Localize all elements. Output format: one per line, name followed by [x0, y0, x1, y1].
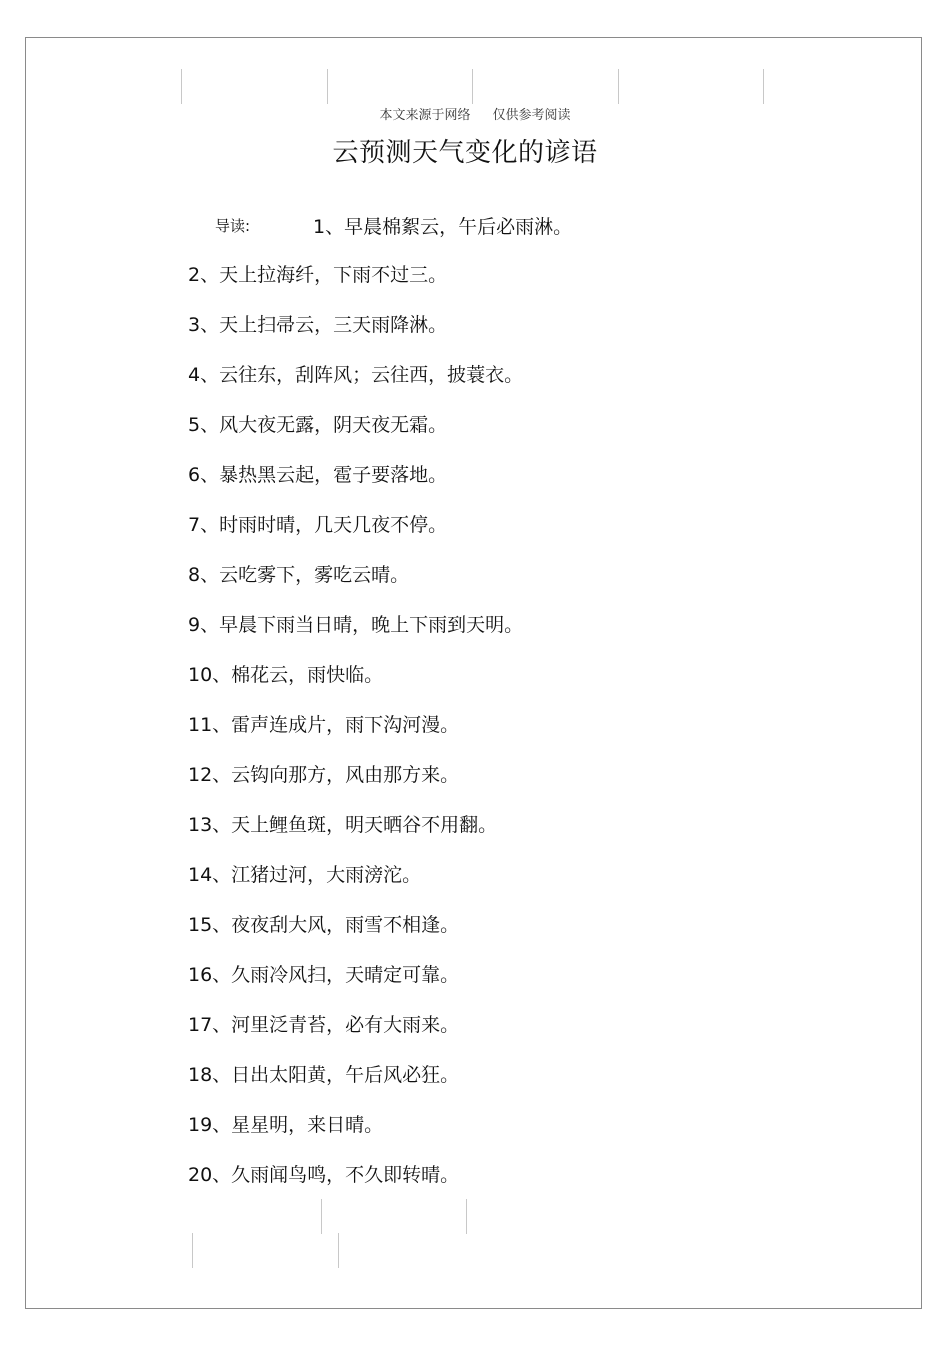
proverb-item: 2、天上拉海纤，下雨不过三。 — [188, 264, 448, 286]
guide-line — [327, 69, 328, 104]
guide-line — [763, 69, 764, 104]
proverb-item: 7、时雨时晴，几天几夜不停。 — [188, 514, 448, 536]
proverb-item: 10、棉花云，雨快临。 — [188, 664, 384, 686]
guide-line — [338, 1233, 339, 1268]
proverb-item: 5、风大夜无露，阴天夜无霜。 — [188, 414, 448, 436]
reading-note: 仅供参考阅读 — [492, 108, 571, 123]
proverb-item: 16、久雨冷风扫，天晴定可靠。 — [188, 964, 460, 986]
proverb-item: 6、暴热黑云起，雹子要落地。 — [188, 464, 448, 486]
proverb-item: 18、日出太阳黄，午后风必狂。 — [188, 1064, 460, 1086]
proverb-item: 4、云往东，刮阵风；云往西，披蓑衣。 — [188, 364, 524, 386]
guide-line — [192, 1233, 193, 1268]
proverb-item-1: 1、早晨棉絮云，午后必雨淋。 — [313, 216, 573, 238]
proverb-list — [188, 262, 523, 1212]
guide-line — [618, 69, 619, 104]
proverb-item: 13、天上鲤鱼斑，明天晒谷不用翻。 — [188, 814, 498, 836]
proverb-item: 14、江猪过河，大雨滂沱。 — [188, 864, 422, 886]
document-title: 云预测天气变化的谚语 — [332, 138, 598, 168]
proverb-item: 12、云钩向那方，风由那方来。 — [188, 764, 460, 786]
proverb-item: 15、夜夜刮大风，雨雪不相逢。 — [188, 914, 460, 936]
proverb-item: 3、天上扫帚云，三天雨降淋。 — [188, 314, 448, 336]
guide-line — [472, 69, 473, 104]
proverb-item: 17、河里泛青苔，必有大雨来。 — [188, 1014, 460, 1036]
source-note: 本文来源于网络 — [379, 108, 471, 123]
proverb-item: 19、星星明，来日晴。 — [188, 1114, 384, 1136]
source-disclaimer — [0, 104, 950, 123]
proverb-item: 11、雷声连成片，雨下沟河漫。 — [188, 714, 460, 736]
proverb-item: 20、久雨闻鸟鸣，不久即转晴。 — [188, 1164, 460, 1186]
intro-label: 导读: — [215, 217, 251, 235]
proverb-item: 9、早晨下雨当日晴，晚上下雨到天明。 — [188, 614, 524, 636]
guide-line — [181, 69, 182, 104]
proverb-item: 8、云吃雾下，雾吃云晴。 — [188, 564, 410, 586]
